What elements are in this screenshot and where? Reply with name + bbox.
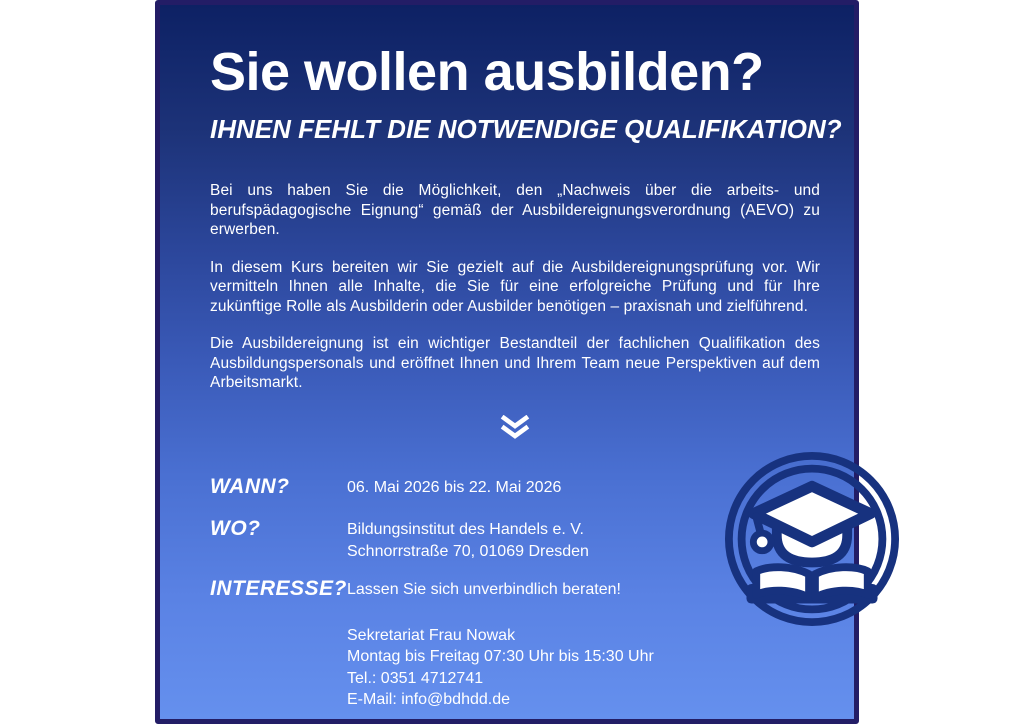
contact-phone: Tel.: 0351 4712741 xyxy=(347,669,484,687)
contact-block xyxy=(347,625,820,711)
benefit-paragraph: Die Ausbildereignung ist ein wichtiger Bestandteil der fachlichen Qualifikation des Ausbildungspersonals und eröffnet Ihnen und Ihrem Team neue Perspektiven auf dem Arbeitsmarkt. xyxy=(210,335,820,392)
double-chevron-down-icon xyxy=(499,426,531,443)
graduation-cap-book-logo xyxy=(724,451,900,627)
interesse-label: INTERESSE? xyxy=(210,576,347,600)
wann-label: WANN? xyxy=(210,474,290,498)
contact-email: E-Mail: info@bdhdd.de xyxy=(347,691,510,709)
institute-name: Bildungsinstitut des Handels e. V. xyxy=(347,520,584,538)
date-range: 06. Mai 2026 bis 22. Mai 2026 xyxy=(347,478,562,496)
institute-address: Schnorrstraße 70, 01069 Dresden xyxy=(347,542,589,560)
section-divider xyxy=(210,415,820,444)
wann-value xyxy=(347,474,561,499)
course-paragraph: In diesem Kurs bereiten wir Sie gezielt auf die Ausbildereignungsprüfung vor. Wir vermitteln Ihnen alle Inhalte, die Sie für eine erfolgreiche Prüfung und für Ihre zukünftige Rolle als Ausbilderin oder Ausbilder benötigen – praxisnah und zielführend. xyxy=(210,258,820,315)
contact-hours: Montag bis Freitag 07:30 Uhr bis 15:30 Uhr xyxy=(347,648,654,666)
page-title: Sie wollen ausbilden? xyxy=(210,42,764,102)
interesse-value xyxy=(347,576,621,601)
consultation-note: Lassen Sie sich unverbindlich beraten! xyxy=(347,580,621,598)
contact-secretariat: Sekretariat Frau Nowak xyxy=(347,626,516,644)
intro-paragraph: Bei uns haben Sie die Möglichkeit, den „Nachweis über die arbeits- und berufspädagogische Eignung“ gemäß der Ausbildereignungsverordnung (AEVO) zu erwerben. xyxy=(210,182,820,239)
wo-value xyxy=(347,516,589,563)
page-subtitle: IHNEN FEHLT DIE NOTWENDIGE QUALIFIKATION? xyxy=(210,114,842,145)
wo-label: WO? xyxy=(210,516,261,540)
